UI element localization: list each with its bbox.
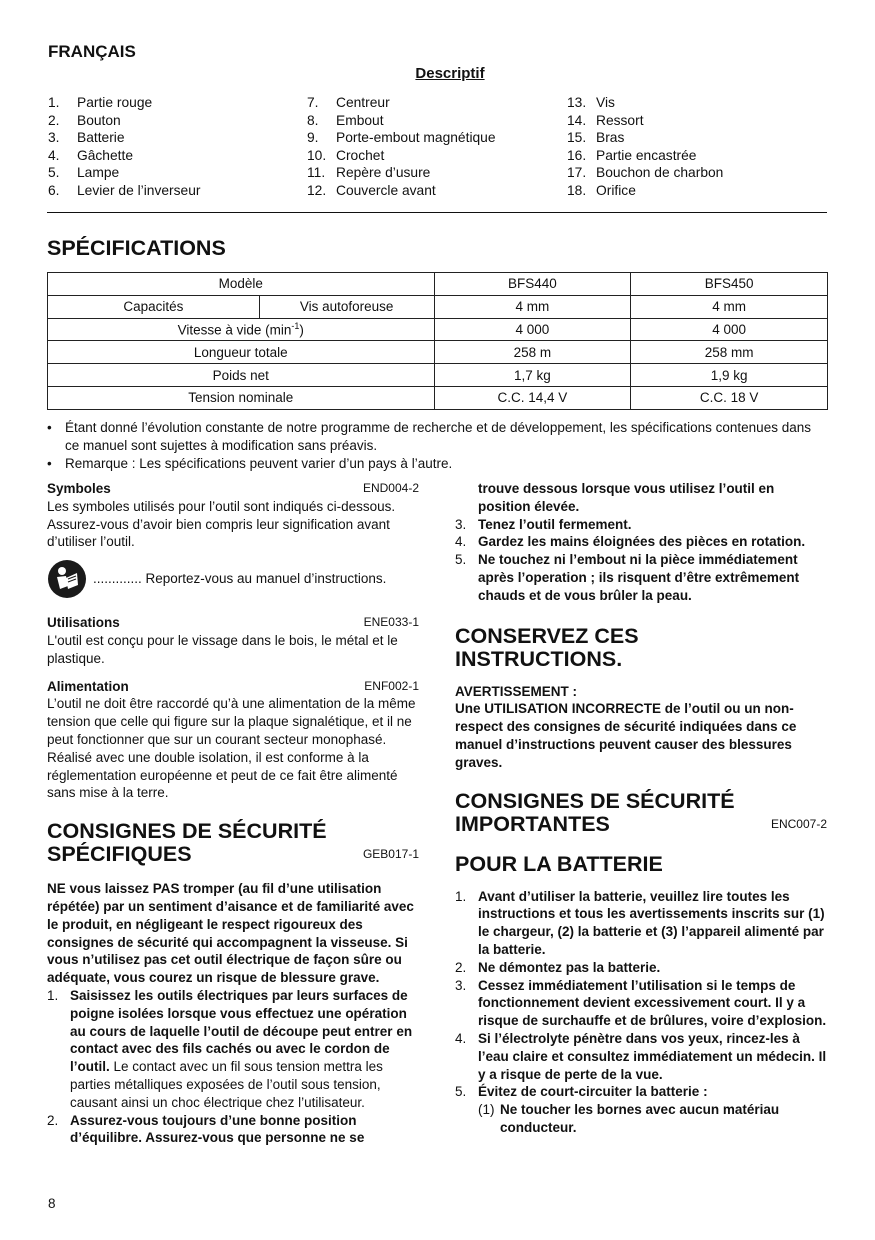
list-item: • Étant donné l’évolution constante de notre programme de recherche et de développement, les spécifications contenues dans ce manuel sont sujettes à modification sans préavis.: [47, 420, 811, 453]
list-item: 4. Gâchette: [48, 147, 133, 163]
warning-title: AVERTISSEMENT :: [455, 683, 578, 699]
table-cell: C.C. 18 V: [631, 386, 828, 409]
specific-safety-title: CONSIGNES DE SÉCURITÉ SPÉCIFIQUES: [47, 819, 327, 867]
list-item: 4. Gardez les mains éloignées des pièces en rotation.: [455, 534, 806, 550]
table-row: [48, 295, 828, 318]
power-header: [47, 678, 419, 696]
list-item: 3. Cessez immédiatement l’utilisation si le temps de fonctionnement devient excessivement court. Il y a risque de surchauffe et de brûlures, voire d’explosion.: [455, 977, 827, 1029]
uses-title: Utilisations: [47, 615, 120, 631]
symbols-code: END004-2: [362, 481, 419, 495]
table-cell: BFS450: [631, 273, 828, 296]
list-item: 12. Couvercle avant: [307, 182, 436, 198]
table-row: [48, 273, 828, 296]
table-cell: C.C. 14,4 V: [434, 386, 631, 409]
table-cell: 1,7 kg: [434, 364, 631, 387]
uses-code: ENE033-1: [363, 615, 419, 630]
table-row: [48, 364, 828, 387]
specifications-title: SPÉCIFICATIONS: [47, 236, 226, 260]
battery-title: POUR LA BATTERIE: [455, 851, 663, 876]
power-title: Alimentation: [47, 678, 129, 694]
voltage-label: Tension nominale: [48, 386, 435, 409]
read-manual-icon: [47, 559, 87, 599]
list-item: 8. Embout: [307, 112, 384, 128]
list-item: 15. Bras: [567, 130, 625, 146]
list-item: 4. Si l’électrolyte pénètre dans vos yeux, rincez-les à l’eau claire et consultez immédiatement un médecin. Il y a risque de perte de la vue.: [455, 1030, 827, 1082]
uses-header: [47, 614, 419, 632]
table-cell: 258 mm: [631, 341, 828, 364]
list-item: 11. Repère d’usure: [307, 165, 431, 181]
warning-text: Une UTILISATION INCORRECTE de l’outil ou un non-respect des consignes de sécurité indiquées dans ce manuel d’instructions peuvent causer des blessures graves.: [455, 701, 797, 770]
speed-label: Vitesse à vide $(\min^{-1})$: [48, 318, 435, 341]
table-cell: 4 mm: [631, 295, 828, 318]
list-item: 5. Évitez de court-circuiter la batterie :: [455, 1084, 708, 1100]
specific-safety-code: GEB017-1: [362, 847, 419, 862]
symbols-header: [47, 480, 419, 498]
table-cell: 258 m: [434, 341, 631, 364]
list-item: 2. Assurez-vous toujours d’une bonne position d’équilibre. Assurez-vous que personne ne se: [47, 1112, 365, 1146]
list-item: 18. Orifice: [567, 182, 636, 198]
symbols-text: Les symboles utilisés pour l’outil sont indiqués ci-dessous. Assurez-vous d’avoir bien compris leur signification avant d’utiliser l’outil.: [47, 498, 396, 550]
capacities-label: Capacités: [48, 295, 260, 318]
table-cell: BFS440: [434, 273, 631, 296]
power-code: ENF002-1: [364, 678, 419, 693]
safety-continuation: trouve dessous lorsque vous utilisez l’outil en position élevée.: [478, 481, 775, 514]
symbols-title: Symboles: [47, 481, 111, 496]
important-safety-code: ENC007-2: [770, 816, 827, 831]
table-cell: 4 000: [631, 318, 828, 341]
list-item: 3. Batterie: [48, 130, 125, 146]
list-item: 6. Levier de l’inverseur: [48, 182, 201, 198]
specification-notes: [47, 419, 827, 472]
important-safety-title: CONSIGNES DE SÉCURITÉ IMPORTANTES: [455, 788, 735, 836]
specifications-table: [47, 272, 828, 410]
parts-column-1: [48, 94, 200, 200]
table-row: [48, 318, 828, 341]
table-cell: 1,9 kg: [631, 364, 828, 387]
section-divider: [47, 212, 827, 213]
description-title: Descriptif: [415, 65, 485, 82]
table-row: [48, 386, 828, 409]
list-item: 9. Porte-embout magnétique: [307, 130, 496, 146]
list-item: (1) Ne toucher les bornes avec aucun matériau conducteur.: [478, 1102, 780, 1135]
list-item: 17. Bouchon de charbon: [567, 165, 724, 181]
list-item: 1. Partie rouge: [48, 95, 153, 110]
table-cell: 4 000: [434, 318, 631, 341]
left-column: [47, 480, 419, 1147]
list-item: 1. Saisissez les outils électriques par leurs surfaces de poigne isolées lorsque vous effectuez une opération au cours de laquelle l’outil de découpe peut entrer en contact avec des fils cachés ou avec le cordon de l’outil. Le contact avec un fil sous tension mettra les parties métalliques exposées de l’outil sous tension, causant ainsi un choc électrique chez l’utilisateur.: [47, 987, 413, 1110]
length-label: Longueur totale: [48, 341, 435, 364]
list-item: 16. Partie encastrée: [567, 147, 697, 163]
specific-safety-header: [47, 820, 419, 866]
screw-label: Vis autoforeuse: [259, 295, 434, 318]
important-safety-header: [455, 790, 827, 836]
language-heading: FRANÇAIS: [48, 42, 136, 61]
save-instructions-title: CONSERVEZ CES INSTRUCTIONS.: [455, 623, 639, 671]
manual-symbol-row: [47, 559, 419, 599]
specific-safety-intro: NE vous laissez PAS tromper (au fil d’une utilisation répétée) par un sentiment d’aisance et de familiarité avec le produit, en négligeant le respect rigoureux des consignes de sécurité qui accompagnent la visseuse. Si vous n’utilisez pas cet outil électrique de façon sûre ou adéquate, vous courez un risque de blessure grave.: [47, 881, 414, 986]
list-item: 7. Centreur: [307, 95, 390, 110]
parts-column-3: [567, 94, 723, 200]
power-text: L’outil ne doit être raccordé qu’à une alimentation de la même tension que celle qui figure sur la plaque signalétique, et il ne peut fonctionner que sur un courant secteur monophasé. Réalisé avec une double isolation, il est conforme à la réglementation européenne et peut de ce fait être alimenté sans mise à la terre.: [47, 696, 416, 801]
table-row: [48, 341, 828, 364]
list-item: 1. Avant d’utiliser la batterie, veuillez lire toutes les instructions et tous les avertissements inscrits sur (1) le chargeur, (2) la batterie et (3) l’appareil alimenté par la batterie.: [455, 888, 825, 957]
battery-list: [455, 888, 827, 1137]
list-item: 14. Ressort: [567, 112, 644, 128]
list-item: 5. Ne touchez ni l’embout ni la pièce immédiatement après l’operation ; ils risquent d’être extrêmement chauds et de vous brûler la peau.: [455, 552, 800, 603]
page-number: 8: [48, 1196, 56, 1211]
list-item: 10. Crochet: [307, 147, 385, 163]
weight-label: Poids net: [48, 364, 435, 387]
list-item: 5. Lampe: [48, 165, 120, 181]
list-item: 3. Tenez l’outil fermement.: [455, 516, 632, 532]
model-label: Modèle: [48, 273, 435, 296]
parts-column-2: [307, 94, 496, 200]
right-column: [455, 480, 827, 1137]
uses-text: L'outil est conçu pour le vissage dans le bois, le métal et le plastique.: [47, 632, 398, 666]
table-cell: 4 mm: [434, 295, 631, 318]
list-item: • Remarque : Les spécifications peuvent varier d’un pays à l’autre.: [47, 455, 453, 471]
manual-symbol-text: ............. Reportez-vous au manuel d’instructions.: [93, 571, 387, 587]
list-item: 13. Vis: [567, 95, 615, 110]
list-item: 2. Bouton: [48, 112, 121, 128]
list-item: 2. Ne démontez pas la batterie.: [455, 959, 661, 975]
